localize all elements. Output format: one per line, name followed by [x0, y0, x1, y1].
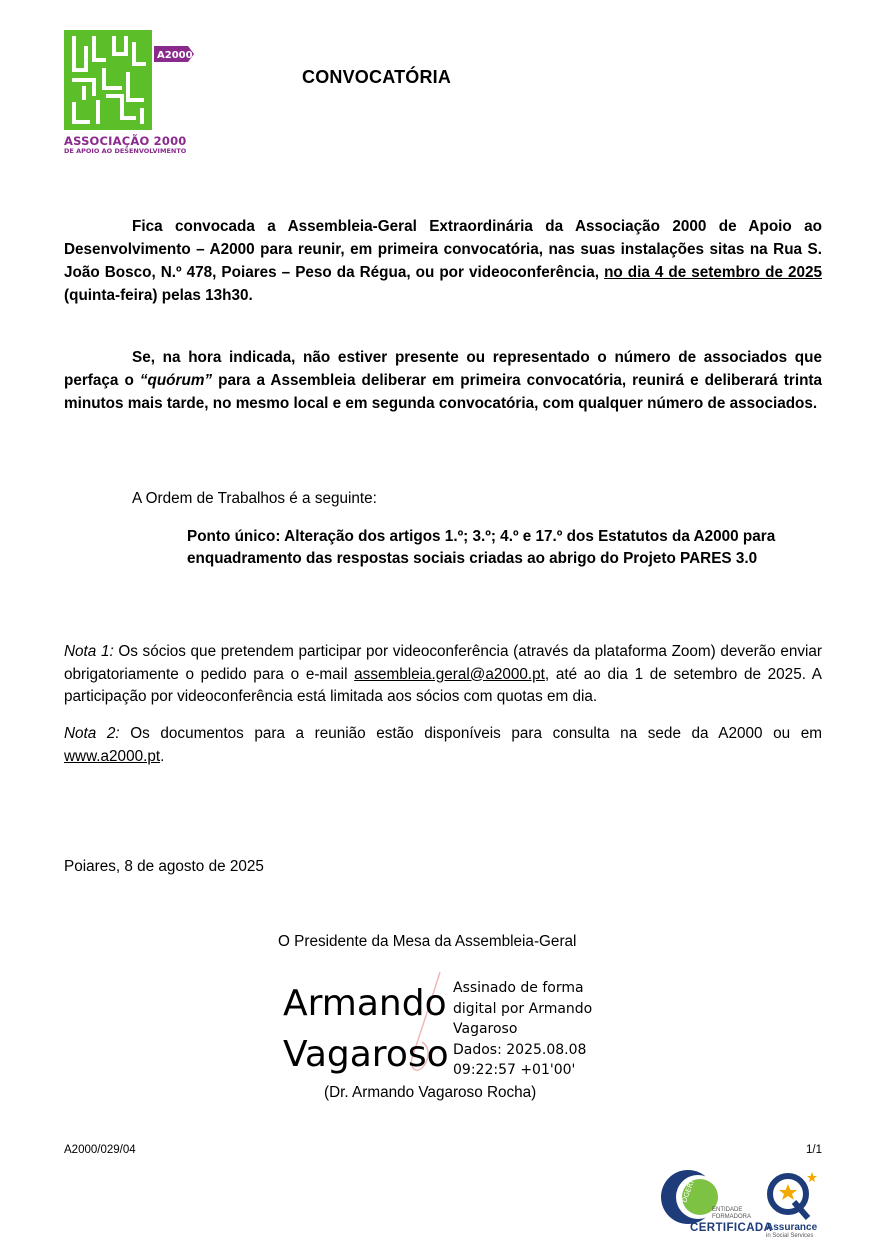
quorum-paragraph — [64, 346, 822, 415]
agenda-intro: A Ordem de Trabalhos é a seguinte: — [132, 490, 377, 507]
document-code: A2000/029/04 — [64, 1144, 136, 1156]
convocation-paragraph — [64, 215, 822, 307]
document-title: CONVOCATÓRIA — [302, 67, 452, 87]
note1-before: Os sócios que pretendem participar por videoconferência (através da plataforma Zoom) deverão enviar obrigatoriamente o pedido para o e-mail — [64, 643, 822, 683]
note-1 — [64, 641, 822, 709]
agenda-item: Ponto único: Alteração dos artigos 1.º; 3.º; 4.º e 17.º dos Estatutos da A2000 para enquadramento das respostas sociais criadas ao abrigo do Projeto PARES 3.0 — [187, 528, 776, 567]
signature-name-line2: Vagaroso — [283, 1034, 449, 1075]
paragraph1-after: (quinta-feira) pelas 13h30. — [64, 287, 253, 304]
signature-info-line: Assinado de forma — [453, 980, 584, 996]
signature-name-line1: Armando — [283, 983, 447, 1024]
logo-subtitle: DE APOIO AO DESENVOLVIMENTO — [64, 147, 187, 155]
cert-small-2: FORMADORA — [712, 1214, 751, 1220]
note2-label: Nota 2: — [64, 725, 120, 742]
email-link[interactable]: assembleia.geral@a2000.pt — [354, 665, 545, 683]
signatory-printed-name: (Dr. Armando Vagaroso Rocha) — [324, 1084, 537, 1101]
note1-label: Nota 1: — [64, 643, 114, 660]
note2-before: Os documentos para a reunião estão disponíveis para consulta na sede da A2000 ou em — [119, 725, 822, 742]
certification-label: CERTIFICADA — [690, 1222, 773, 1234]
note-2 — [64, 723, 822, 768]
meeting-date: no dia 4 de setembro de 2025 — [604, 264, 823, 281]
signature-info-line: digital por Armando — [453, 1000, 593, 1017]
signatory-role: O Presidente da Mesa da Assembleia-Geral — [278, 933, 577, 950]
assurance-q-logo — [764, 1168, 824, 1224]
page-number: 1/1 — [806, 1144, 822, 1156]
certification-small-text — [712, 1207, 772, 1221]
logo-name: ASSOCIAÇÃO 2000 — [64, 134, 187, 148]
digital-signature-name — [283, 978, 449, 1080]
signature-info-line: 09:22:57 +01'00' — [453, 1062, 576, 1078]
svg-text:A2000: A2000 — [157, 50, 193, 61]
website-link[interactable]: www.a2000.pt — [64, 747, 161, 765]
place-date: Poiares, 8 de agosto de 2025 — [64, 858, 264, 875]
signature-info-line: Vagaroso — [453, 1021, 518, 1037]
assurance-sub-label: in Social Services — [766, 1233, 814, 1239]
paragraph2-after: para a Assembleia deliberar em primeira convocatória, reunirá e deliberará trinta minutos mais tarde, no mesmo local e em segunda convocatória, com qualquer número de associados. — [64, 372, 823, 412]
digital-signature-info — [453, 978, 623, 1081]
signature-info-line: Dados: 2025.08.08 — [453, 1041, 587, 1058]
svg-text:DGERT: DGERT — [680, 1178, 697, 1204]
paragraph1-text: Fica convocada a Assembleia-Geral Extraordinária da Associação 2000 de Apoio ao Desenvolvimento – A2000 para reunir, em primeira convocatória, nas suas instalações sitas na Rua S. João Bosco, N.º 478, Poiares – Peso da Régua, ou por videoconferência, — [64, 218, 822, 281]
cert-small-1: ENTIDADE — [712, 1207, 743, 1213]
note2-after: . — [160, 747, 165, 765]
assurance-label: Assurance — [766, 1222, 818, 1233]
note1-after: , até ao dia 1 de setembro de 2025. A participação por videoconferência está limitada aos sócios com quotas em dia. — [64, 665, 822, 705]
paragraph2-before: Se, na hora indicada, não estiver presente ou representado o número de associados que perfaça o — [64, 349, 822, 389]
quorum-term: “quórum” — [139, 372, 213, 389]
